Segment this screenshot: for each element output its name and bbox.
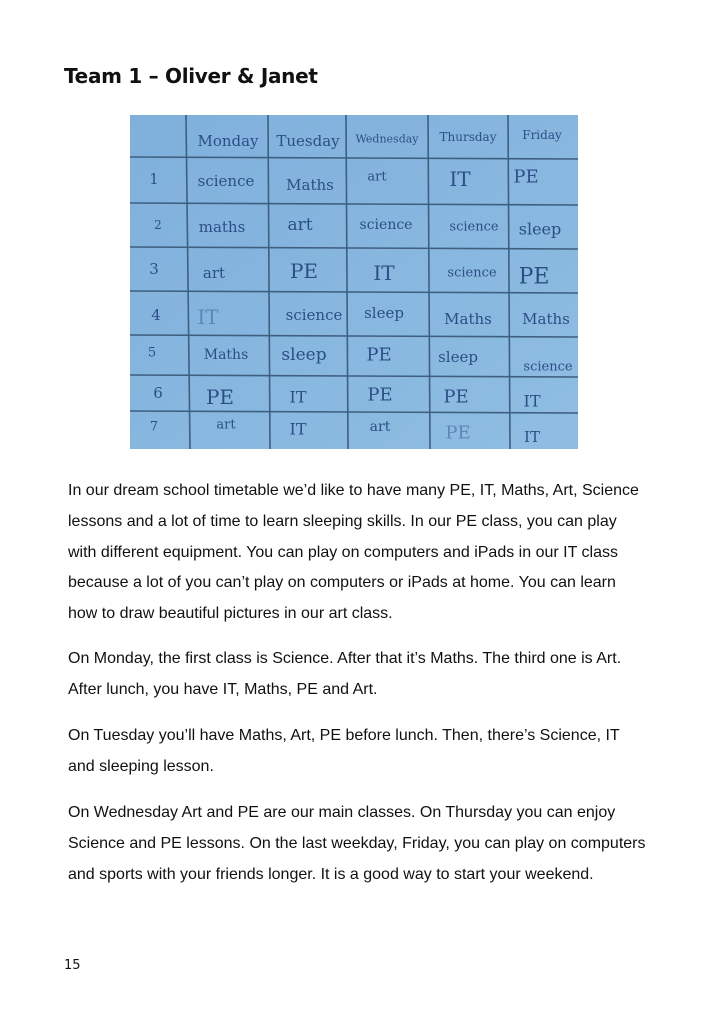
page-number: 15	[64, 958, 81, 973]
row-2-number: 2	[154, 218, 162, 232]
page-title: Team 1 – Oliver & Janet	[64, 64, 318, 88]
cell-2-tue: art	[287, 215, 313, 235]
cell-4-fri: Maths	[522, 310, 570, 328]
row-7-number: 7	[149, 419, 159, 435]
cell-4-mon: IT	[197, 305, 219, 329]
header-thursday: Thursday	[439, 130, 497, 144]
cell-1-tue: Maths	[286, 176, 334, 194]
cell-5-thu: sleep	[438, 348, 478, 366]
header-tuesday: Tuesday	[276, 132, 340, 150]
cell-4-tue: science	[285, 306, 343, 324]
cell-3-fri: PE	[518, 264, 550, 290]
cell-3-wed: IT	[373, 261, 395, 285]
cell-7-tue: IT	[289, 419, 307, 439]
cell-1-mon: science	[197, 172, 255, 190]
timetable-photo	[130, 115, 578, 449]
cell-1-wed: art	[367, 169, 387, 185]
timetable-grid	[130, 115, 578, 449]
cell-3-tue: PE	[289, 259, 319, 283]
row-3-number: 3	[149, 260, 159, 278]
cell-7-fri: IT	[524, 428, 540, 446]
cell-3-mon: art	[202, 264, 226, 282]
cell-6-wed: PE	[367, 384, 393, 406]
cell-2-wed: science	[359, 217, 413, 233]
paragraph-monday: On Monday, the first class is Science. After that it’s Maths. The third one is Art. After lunch, you have IT, Maths, PE and Art.	[68, 650, 622, 698]
cell-2-mon: maths	[198, 218, 246, 236]
cell-5-mon: Maths	[203, 347, 249, 363]
cell-3-thu: science	[447, 265, 497, 281]
row-5-number: 5	[147, 345, 157, 361]
cell-6-mon: PE	[205, 385, 235, 409]
photo-background	[130, 115, 578, 449]
cell-5-fri: science	[523, 359, 573, 375]
cell-6-tue: IT	[289, 387, 307, 407]
cell-1-thu: IT	[449, 167, 471, 191]
cell-2-thu: science	[449, 219, 499, 235]
paragraph-rest-of-week: On Wednesday Art and PE are our main classes. On Thursday you can enjoy Science and PE lessons. On the last weekday, Friday, you can play on computers and sports with your friends longer. It is a good way to start your weekend.	[68, 804, 646, 883]
cell-2-fri: sleep	[518, 219, 562, 239]
cell-6-thu: PE	[443, 386, 469, 408]
cell-5-tue: sleep	[281, 345, 327, 365]
paragraph-tuesday: On Tuesday you’ll have Maths, Art, PE before lunch. Then, there’s Science, IT and sleeping lesson.	[68, 727, 620, 775]
header-monday: Monday	[197, 132, 259, 150]
cell-1-fri: PE	[513, 166, 539, 188]
cell-4-wed: sleep	[364, 304, 404, 322]
cell-4-thu: Maths	[444, 310, 492, 328]
header-wednesday: Wednesday	[355, 132, 419, 146]
paragraph-intro: In our dream school timetable we’d like to have many PE, IT, Maths, Art, Science lessons and a lot of time to learn sleeping skills. In our PE class, you can play with different equipment. You can play on computers and iPads in our IT class because a lot of you can’t play on computers or iPads at home. You can learn how to draw beautiful pictures in our art class.	[68, 482, 639, 623]
cell-7-thu: PE	[445, 422, 471, 444]
row-1-number: 1	[149, 170, 159, 188]
cell-6-fri: IT	[523, 391, 541, 411]
cell-7-wed: art	[369, 419, 391, 435]
row-6-number: 6	[153, 384, 163, 402]
header-friday: Friday	[522, 128, 562, 142]
cell-5-wed: PE	[366, 344, 392, 366]
cell-7-mon: art	[216, 417, 236, 433]
row-4-number: 4	[151, 306, 161, 324]
